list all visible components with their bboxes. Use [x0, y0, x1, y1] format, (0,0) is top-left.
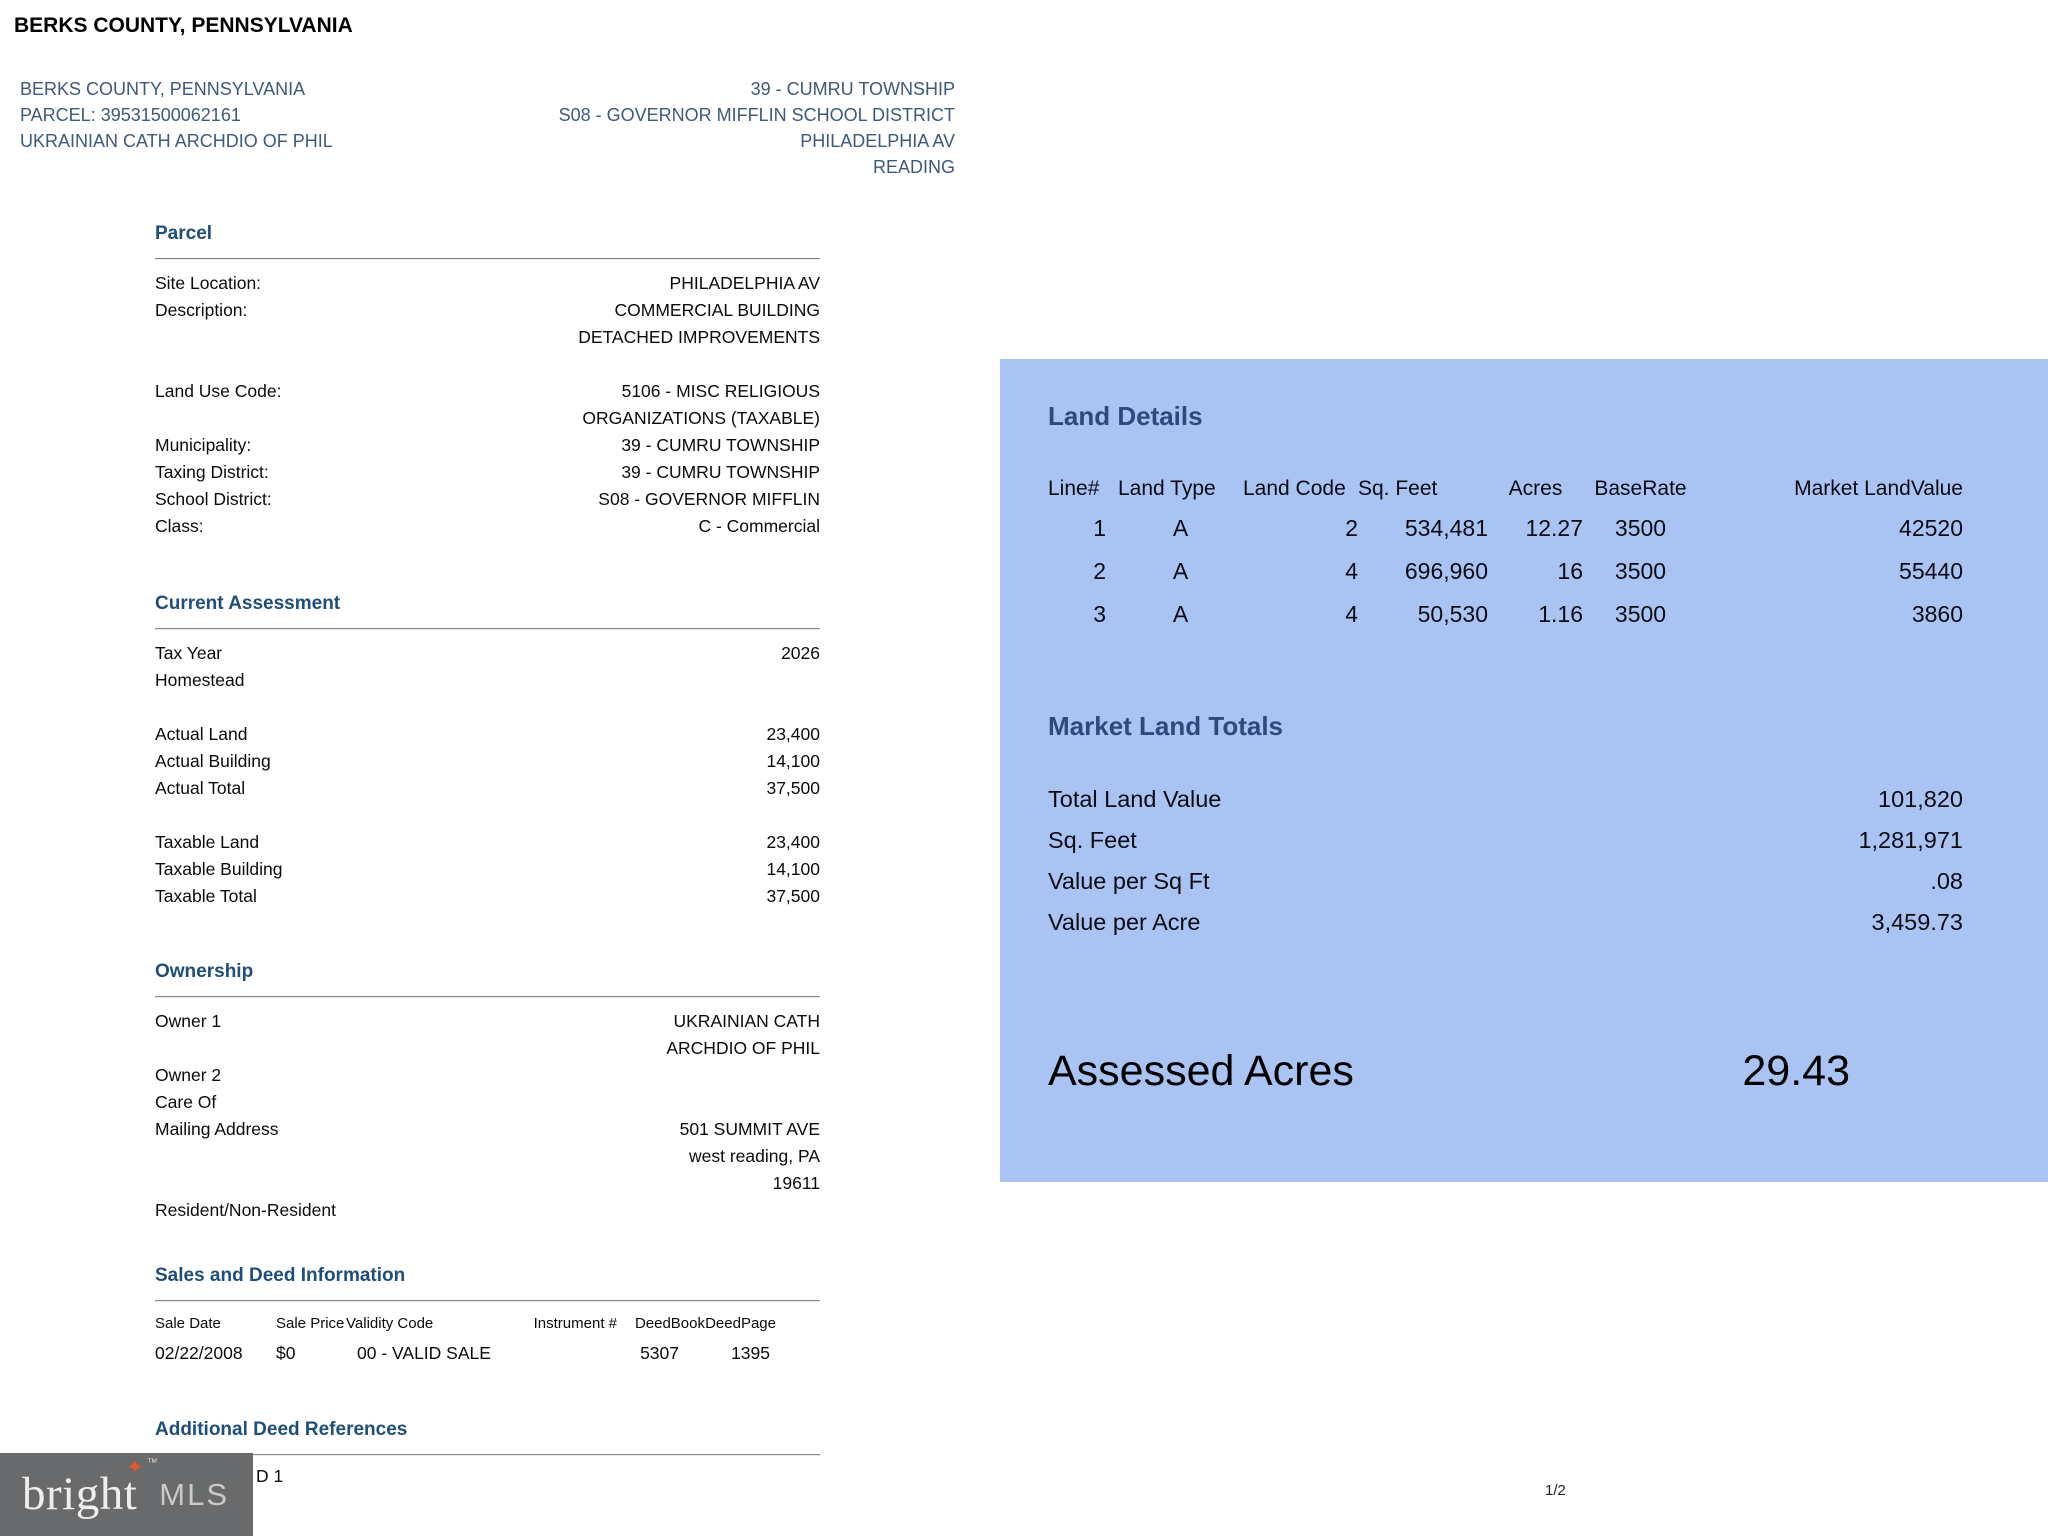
field-value: .08: [1930, 868, 1963, 894]
field-row: [155, 405, 820, 432]
field-label: Taxable Building: [155, 859, 283, 879]
column-header: DeedPage: [705, 1315, 776, 1332]
table-cell: 16: [1557, 558, 1583, 584]
section-parcel: [155, 222, 820, 540]
header-street: PHILADELPHIA AV: [800, 131, 955, 151]
field-label: Actual Total: [155, 778, 246, 798]
field-row: [155, 324, 820, 351]
field-value: PHILADELPHIA AV: [669, 273, 820, 293]
column-header: Validity Code: [346, 1315, 434, 1332]
field-row: [155, 1035, 820, 1062]
field-label: Care Of: [155, 1092, 217, 1112]
column-header: Line#: [1048, 477, 1100, 500]
star-icon: ✦: [126, 1455, 145, 1479]
section-additional-deed: [155, 1418, 820, 1466]
table-cell: 4: [1345, 601, 1358, 627]
field-row: [155, 748, 820, 775]
header-county: BERKS COUNTY, PENNSYLVANIA: [20, 79, 306, 99]
field-label: Owner 2: [155, 1065, 222, 1085]
section-sales-deed: [155, 1264, 820, 1370]
field-label: Municipality:: [155, 435, 252, 455]
field-label: Actual Building: [155, 751, 271, 771]
field-row: [155, 1008, 820, 1035]
field-label: Taxing District:: [155, 462, 269, 482]
header-right-block: [500, 76, 955, 180]
field-label: Site Location:: [155, 273, 262, 293]
header-school-district: S08 - GOVERNOR MIFFLIN SCHOOL DISTRICT: [558, 105, 955, 125]
row-spacer: [155, 694, 820, 721]
field-value: DETACHED IMPROVEMENTS: [578, 327, 820, 347]
field-row: [155, 1170, 820, 1197]
field-row: [155, 667, 820, 694]
table-cell: 3: [1093, 601, 1106, 627]
field-value: 2026: [781, 643, 820, 663]
row-spacer: [155, 802, 820, 829]
deed-reference-text: D 1: [256, 1466, 284, 1486]
table-cell: 3500: [1614, 515, 1667, 541]
table-cell: 3860: [1911, 601, 1963, 627]
assessment-fields: [155, 640, 820, 910]
section-current-assessment: [155, 592, 820, 910]
table-cell: $0: [276, 1343, 296, 1363]
table-cell: 42520: [1899, 515, 1963, 541]
table-cell: 1: [1093, 515, 1106, 541]
field-label: Homestead: [155, 670, 245, 690]
logo-letter-t: [123, 1455, 159, 1520]
field-value: 37,500: [766, 778, 820, 798]
column-header: Sq. Feet: [1358, 477, 1438, 500]
field-value: COMMERCIAL BUILDING: [614, 300, 820, 320]
field-value: 19611: [772, 1173, 820, 1193]
table-cell: 3500: [1614, 601, 1667, 627]
table-cell: 534,481: [1404, 515, 1488, 541]
field-value: 14,100: [766, 751, 820, 771]
table-cell: 3500: [1614, 558, 1667, 584]
field-value: ARCHDIO OF PHIL: [666, 1038, 820, 1058]
trademark-icon: ™: [146, 1457, 159, 1469]
table-cell: 4: [1345, 558, 1358, 584]
column-header: BaseRate: [1594, 477, 1687, 500]
header-owner-name: UKRAINIAN CATH ARCHDIO OF PHIL: [20, 131, 333, 151]
column-header: DeedBook: [634, 1315, 705, 1332]
field-label: Class:: [155, 516, 204, 536]
field-row: [155, 459, 820, 486]
field-label: Resident/Non-Resident: [155, 1200, 336, 1220]
panel-heading-market-totals: Market Land Totals: [1048, 711, 1284, 741]
table-cell: [524, 1336, 617, 1370]
field-row: [155, 883, 820, 910]
field-value: 37,500: [766, 886, 820, 906]
table-cell: 2: [1345, 515, 1358, 541]
table-cell: 55440: [1899, 558, 1963, 584]
header-left-block: [20, 76, 480, 154]
table-cell: 1.16: [1538, 601, 1583, 627]
field-row: [1048, 861, 1963, 902]
field-label: Tax Year: [155, 643, 223, 663]
table-cell: 02/22/2008: [155, 1343, 243, 1363]
page-title: BERKS COUNTY, PENNSYLVANIA: [14, 14, 353, 37]
table-cell: 696,960: [1404, 558, 1488, 584]
field-row: [1048, 902, 1963, 943]
table-cell: A: [1172, 558, 1189, 584]
field-label: Land Use Code:: [155, 381, 282, 401]
field-row: [155, 829, 820, 856]
column-header: Sale Price: [276, 1315, 345, 1332]
field-label: Sq. Feet: [1048, 827, 1137, 853]
column-header: Land Type: [1118, 477, 1216, 500]
column-header: Acres: [1508, 477, 1563, 500]
field-row: [155, 513, 820, 540]
page-indicator: 1/2: [1545, 1482, 1566, 1499]
section-rule: [155, 1300, 820, 1302]
column-header: Instrument #: [533, 1315, 617, 1332]
section-rule: [155, 996, 820, 998]
land-details-table: [1048, 471, 1963, 636]
section-heading: Ownership: [155, 961, 254, 982]
field-row: [155, 1143, 820, 1170]
row-spacer: [155, 351, 820, 378]
column-header: Market LandValue: [1794, 477, 1963, 500]
section-rule: [155, 258, 820, 260]
table-cell: A: [1172, 601, 1189, 627]
panel-heading-land-details: Land Details: [1048, 401, 1203, 431]
field-value: west reading, PA: [689, 1146, 820, 1166]
field-label: Owner 1: [155, 1011, 222, 1031]
table-cell: 2: [1093, 558, 1106, 584]
logo-text-brigh: brigh: [22, 1468, 124, 1520]
logo-mls-text: MLS: [159, 1476, 230, 1512]
field-value: UKRAINIAN CATH: [673, 1011, 820, 1031]
logo-text-t: t: [123, 1468, 138, 1520]
field-label: Value per Acre: [1048, 909, 1201, 935]
field-value: 23,400: [766, 832, 820, 852]
sales-table: [155, 1312, 820, 1370]
field-value: 3,459.73: [1871, 909, 1963, 935]
field-row: [155, 270, 820, 297]
field-label: Mailing Address: [155, 1119, 279, 1139]
parcel-fields: [155, 270, 820, 540]
field-label: Description:: [155, 300, 248, 320]
field-row: [155, 721, 820, 748]
table-cell: 1395: [731, 1343, 770, 1363]
assessed-acres-value: 29.43: [1742, 1047, 1850, 1095]
field-label: Value per Sq Ft: [1048, 868, 1210, 894]
ownership-fields: [155, 1008, 820, 1224]
table-cell: 50,530: [1417, 601, 1488, 627]
field-value: 1,281,971: [1858, 827, 1963, 853]
section-heading: Current Assessment: [155, 593, 341, 614]
table-cell: A: [1172, 515, 1189, 541]
field-row: [155, 1089, 820, 1116]
section-heading: Parcel: [155, 223, 213, 244]
field-row: [155, 378, 820, 405]
field-label: Actual Land: [155, 724, 248, 744]
field-row: [155, 775, 820, 802]
field-label: Taxable Land: [155, 832, 260, 852]
field-value: 501 SUMMIT AVE: [679, 1119, 820, 1139]
field-row: [155, 856, 820, 883]
column-header: Land Code: [1243, 477, 1346, 500]
field-value: 14,100: [766, 859, 820, 879]
field-label: Taxable Total: [155, 886, 257, 906]
field-value: 101,820: [1878, 786, 1963, 812]
logo-wordmark: [22, 1455, 159, 1520]
assessed-acres-label: Assessed Acres: [1048, 1047, 1354, 1095]
field-row: [155, 486, 820, 513]
field-row: [155, 1062, 820, 1089]
field-row: [1048, 820, 1963, 861]
table-cell: 12.27: [1525, 515, 1583, 541]
field-value: 39 - CUMRU TOWNSHIP: [621, 462, 820, 482]
section-rule: [155, 1454, 820, 1456]
field-row: [1048, 779, 1963, 820]
section-heading: Additional Deed References: [155, 1419, 408, 1440]
field-label: Total Land Value: [1048, 786, 1222, 812]
section-ownership: [155, 960, 820, 1224]
field-value: 23,400: [766, 724, 820, 744]
column-header: Sale Date: [155, 1315, 221, 1332]
header-city: READING: [872, 157, 955, 177]
field-row: [155, 1197, 820, 1224]
header-parcel-number: PARCEL: 39531500062161: [20, 105, 241, 125]
field-value: ORGANIZATIONS (TAXABLE): [582, 408, 820, 428]
section-rule: [155, 628, 820, 630]
field-row: [155, 432, 820, 459]
field-row: [155, 640, 820, 667]
field-label: School District:: [155, 489, 272, 509]
header-township: 39 - CUMRU TOWNSHIP: [750, 79, 955, 99]
field-value: 5106 - MISC RELIGIOUS: [621, 381, 820, 401]
market-totals-fields: [1048, 779, 1963, 943]
bright-mls-logo: [0, 1453, 253, 1536]
table-cell: 00 - VALID SALE: [357, 1343, 491, 1363]
field-value: 39 - CUMRU TOWNSHIP: [621, 435, 820, 455]
field-row: [155, 297, 820, 324]
table-cell: 5307: [640, 1343, 679, 1363]
field-value: S08 - GOVERNOR MIFFLIN: [598, 489, 820, 509]
land-details-panel: [1000, 359, 2048, 1182]
field-value: C - Commercial: [698, 516, 820, 536]
section-heading: Sales and Deed Information: [155, 1265, 406, 1286]
field-row: [155, 1116, 820, 1143]
